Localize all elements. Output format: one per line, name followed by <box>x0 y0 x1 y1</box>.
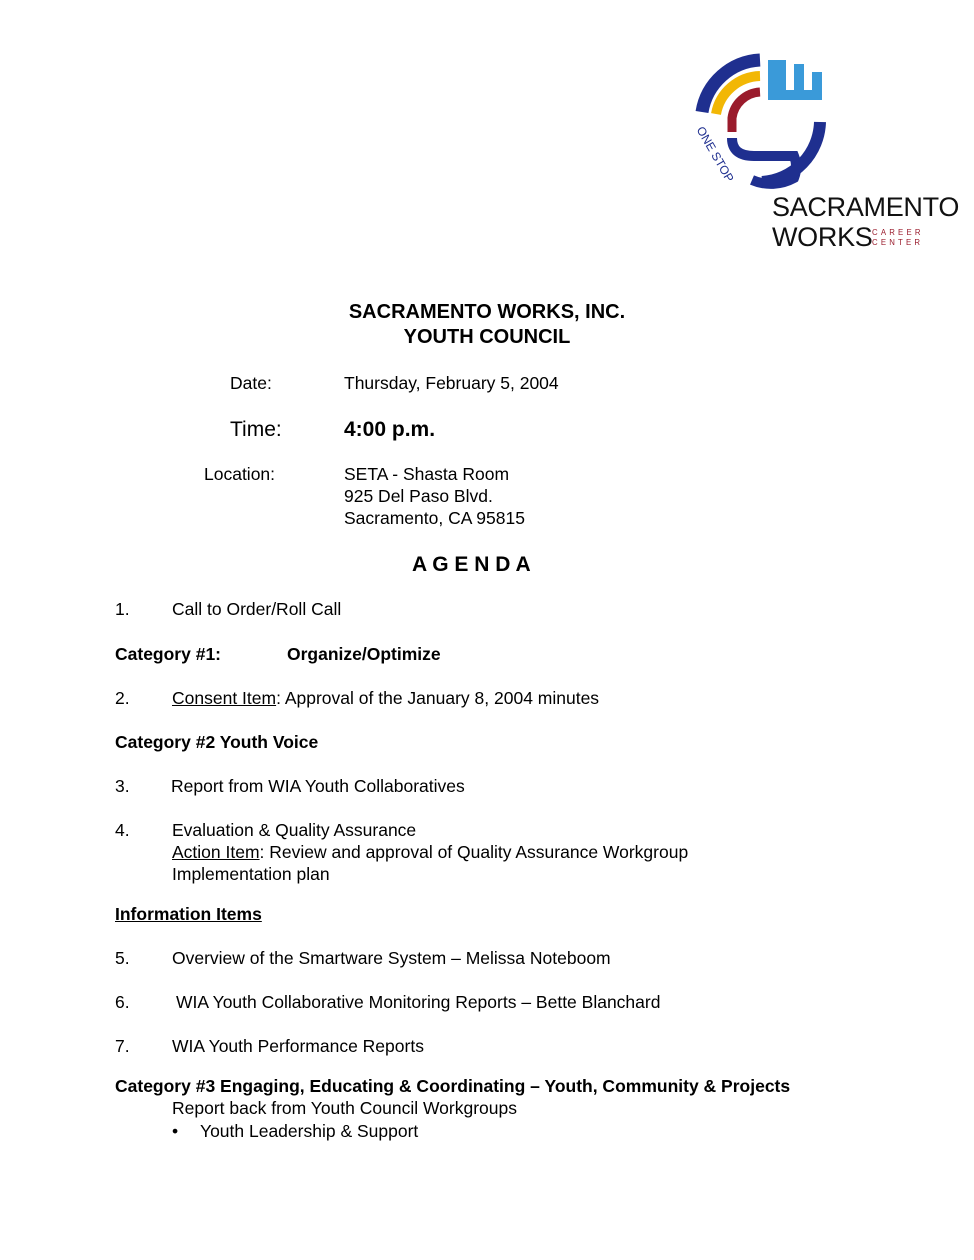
location-label: Location: <box>204 464 276 484</box>
item-4-line1: Evaluation & Quality Assurance <box>172 820 417 840</box>
item-4-line3: Implementation plan <box>172 864 330 884</box>
location-line2: 925 Del Paso Blvd. <box>344 486 493 506</box>
logo-tag-line2: CENTER <box>872 238 924 247</box>
council-title: YOUTH COUNCIL <box>403 326 571 348</box>
category-1-label: Category #1: <box>115 644 222 664</box>
agenda-title: A G E N D A <box>412 553 531 576</box>
consent-item-label: Consent Item <box>172 688 277 708</box>
time-value: 4:00 p.m. <box>344 418 436 441</box>
action-item-label: Action Item <box>172 842 260 862</box>
item-2-text: : Approval of the January 8, 2004 minutes <box>276 688 600 708</box>
item-1-number: 1. <box>115 599 130 619</box>
item-7-number: 7. <box>115 1036 130 1056</box>
item-5-number: 5. <box>115 948 130 968</box>
category-3-heading: Category #3 Engaging, Educating & Coordinating – Youth, Community & Projects <box>115 1076 791 1096</box>
information-items-heading: Information Items <box>115 904 262 924</box>
category-2-heading: Category #2 Youth Voice <box>115 732 319 752</box>
bullet-1-symbol: • <box>172 1121 179 1141</box>
time-label: Time: <box>230 418 282 441</box>
logo-tag-line1: CAREER <box>872 228 924 237</box>
date-value: Thursday, February 5, 2004 <box>344 373 559 393</box>
logo-name-line2: WORKS <box>772 222 873 252</box>
item-6-number: 6. <box>115 992 130 1012</box>
item-4-number: 4. <box>115 820 130 840</box>
item-4-action-text: : Review and approval of Quality Assurance Workgroup <box>259 842 689 862</box>
logo-name-line1: SACRAMENTO <box>772 192 960 222</box>
bullet-1-text: Youth Leadership & Support <box>200 1121 419 1141</box>
item-3-number: 3. <box>115 776 130 796</box>
item-2-line <box>172 688 599 709</box>
item-7-text: WIA Youth Performance Reports <box>172 1036 424 1056</box>
item-4-action-line <box>172 842 688 863</box>
item-6-text: WIA Youth Collaborative Monitoring Reports – Bette Blanchard <box>176 992 661 1012</box>
logo-arc-text: ONE STOP <box>693 124 737 185</box>
category-3-subtext: Report back from Youth Council Workgroups <box>172 1098 517 1118</box>
date-label: Date: <box>230 373 272 393</box>
org-title: SACRAMENTO WORKS, INC. <box>348 301 626 323</box>
item-5-text: Overview of the Smartware System – Melissa Noteboom <box>172 948 611 968</box>
item-1-text: Call to Order/Roll Call <box>172 599 342 619</box>
location-line3: Sacramento, CA 95815 <box>344 508 525 528</box>
category-1-title: Organize/Optimize <box>287 644 441 664</box>
item-3-text: Report from WIA Youth Collaboratives <box>171 776 465 796</box>
item-2-number: 2. <box>115 688 130 708</box>
location-line1: SETA - Shasta Room <box>344 464 510 484</box>
sacramento-works-logo <box>690 52 960 252</box>
